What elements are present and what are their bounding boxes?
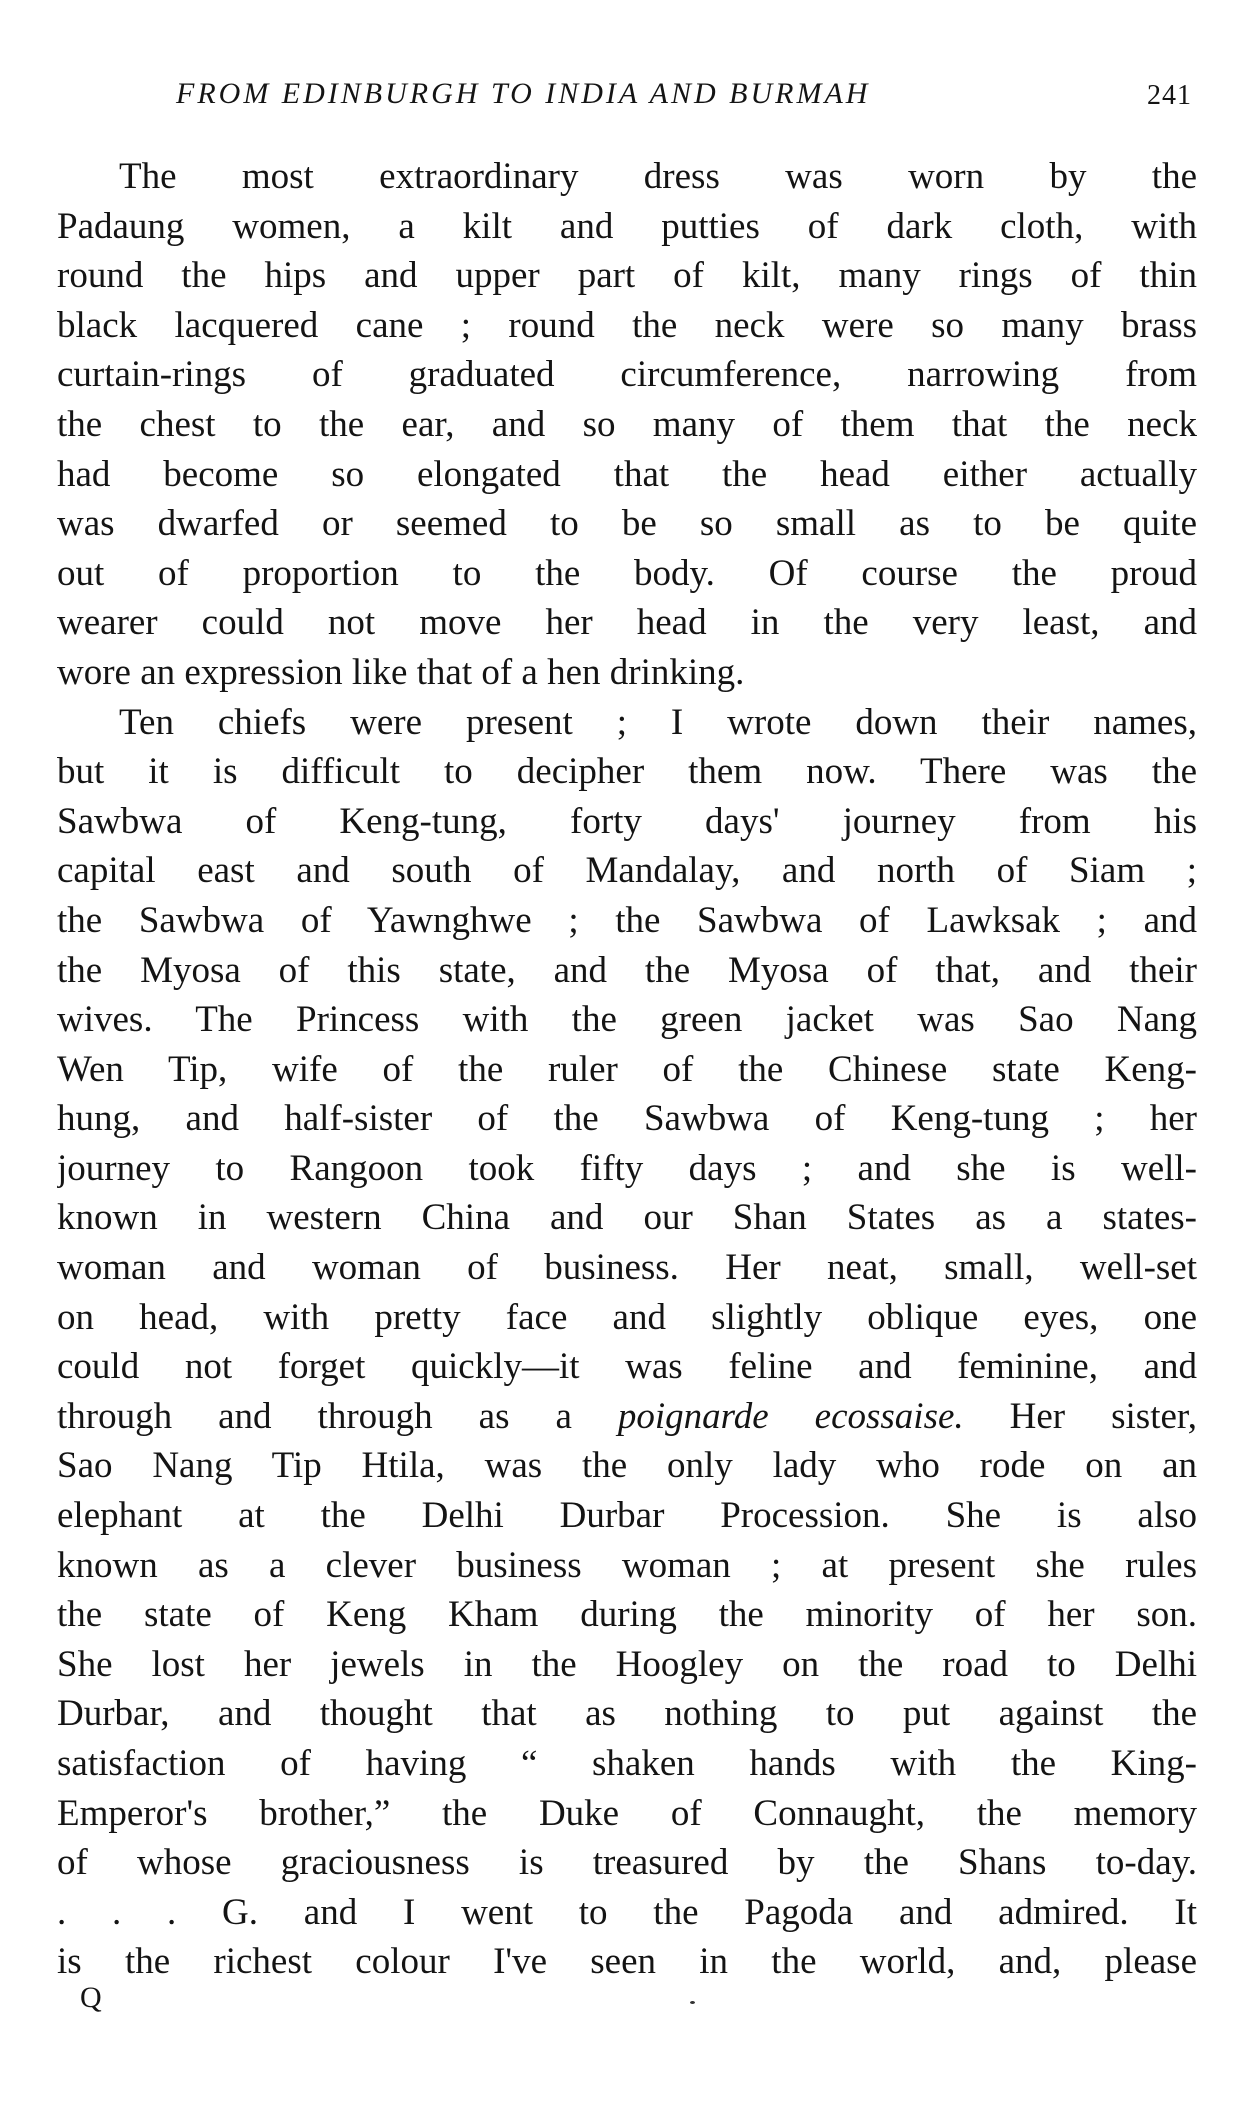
text-line: woman and woman of business. Her neat, small, well-set xyxy=(57,1247,1197,1289)
text-line: elephant at the Delhi Durbar Procession. She is also xyxy=(57,1495,1197,1537)
text-line: Emperor's brother,” the Duke of Connaught, the memory xyxy=(57,1792,1197,1834)
text-line: hung, and half-sister of the Sawbwa of Keng-tung ; her xyxy=(57,1098,1197,1140)
text-line: the Myosa of this state, and the Myosa of that, and their xyxy=(57,949,1197,991)
text-line: Durbar, and thought that as nothing to put against the xyxy=(57,1693,1197,1735)
page-number: 241 xyxy=(1147,80,1192,111)
text-line: on head, with pretty face and slightly oblique eyes, one xyxy=(57,1296,1197,1338)
text-line: Ten chiefs were present ; I wrote down their names, xyxy=(119,701,1197,743)
text-run: Her sister, xyxy=(963,1395,1197,1437)
text-line: . . . G. and I went to the Pagoda and admired. It xyxy=(57,1891,1197,1933)
text-line: but it is difficult to decipher them now. There was the xyxy=(57,751,1197,793)
text-line: wearer could not move her head in the very least, and xyxy=(57,602,1197,644)
text-line: wore an expression like that of a hen drinking. xyxy=(57,651,745,693)
body-text xyxy=(57,152,1197,1987)
text-line: Sao Nang Tip Htila, was the only lady who rode on an xyxy=(57,1445,1197,1487)
text-line: journey to Rangoon took fifty days ; and she is well- xyxy=(57,1147,1197,1189)
text-line: could not forget quickly—it was feline and feminine, and xyxy=(57,1346,1197,1388)
ink-speck xyxy=(690,2001,695,2004)
text-line: Sawbwa of Keng-tung, forty days' journey from his xyxy=(57,800,1197,842)
text-line: round the hips and upper part of kilt, many rings of thin xyxy=(57,255,1197,297)
text-line: the chest to the ear, and so many of them that the neck xyxy=(57,403,1197,445)
text-line xyxy=(57,1392,1197,1442)
text-line: The most extraordinary dress was worn by the xyxy=(119,156,1197,197)
text-line: She lost her jewels in the Hoogley on the road to Delhi xyxy=(57,1643,1197,1685)
text-line: Padaung women, a kilt and putties of dark cloth, with xyxy=(57,205,1197,247)
text-line: known as a clever business woman ; at present she rules xyxy=(57,1544,1197,1586)
text-line: of whose graciousness is treasured by the Shans to-day. xyxy=(57,1842,1197,1884)
text-line: wives. The Princess with the green jacket was Sao Nang xyxy=(57,999,1197,1041)
running-head xyxy=(152,74,1192,114)
text-line: the state of Keng Kham during the minority of her son. xyxy=(57,1594,1197,1636)
text-line: black lacquered cane ; round the neck were so many brass xyxy=(57,304,1197,346)
text-line: Wen Tip, wife of the ruler of the Chinese state Keng- xyxy=(57,1048,1197,1090)
text-line: out of proportion to the body. Of course the proud xyxy=(57,552,1197,594)
text-run: through and through as a xyxy=(57,1395,618,1437)
text-line: had become so elongated that the head either actually xyxy=(57,453,1197,495)
text-line: known in western China and our Shan States as a states- xyxy=(57,1197,1197,1239)
running-title: FROM EDINBURGH TO INDIA AND BURMAH xyxy=(176,77,871,110)
text-line: is the richest colour I've seen in the world, and, please xyxy=(57,1941,1197,1983)
italic-phrase: poignarde ecossaise. xyxy=(617,1395,964,1437)
text-line: the Sawbwa of Yawnghwe ; the Sawbwa of Lawksak ; and xyxy=(57,899,1197,941)
text-line: curtain-rings of graduated circumference, narrowing from xyxy=(57,354,1197,396)
text-line: was dwarfed or seemed to be so small as to be quite xyxy=(57,503,1197,545)
text-line: capital east and south of Mandalay, and north of Siam ; xyxy=(57,850,1197,892)
text-line: satisfaction of having “ shaken hands with the King- xyxy=(57,1743,1197,1784)
signature-mark: Q xyxy=(80,1981,102,2014)
